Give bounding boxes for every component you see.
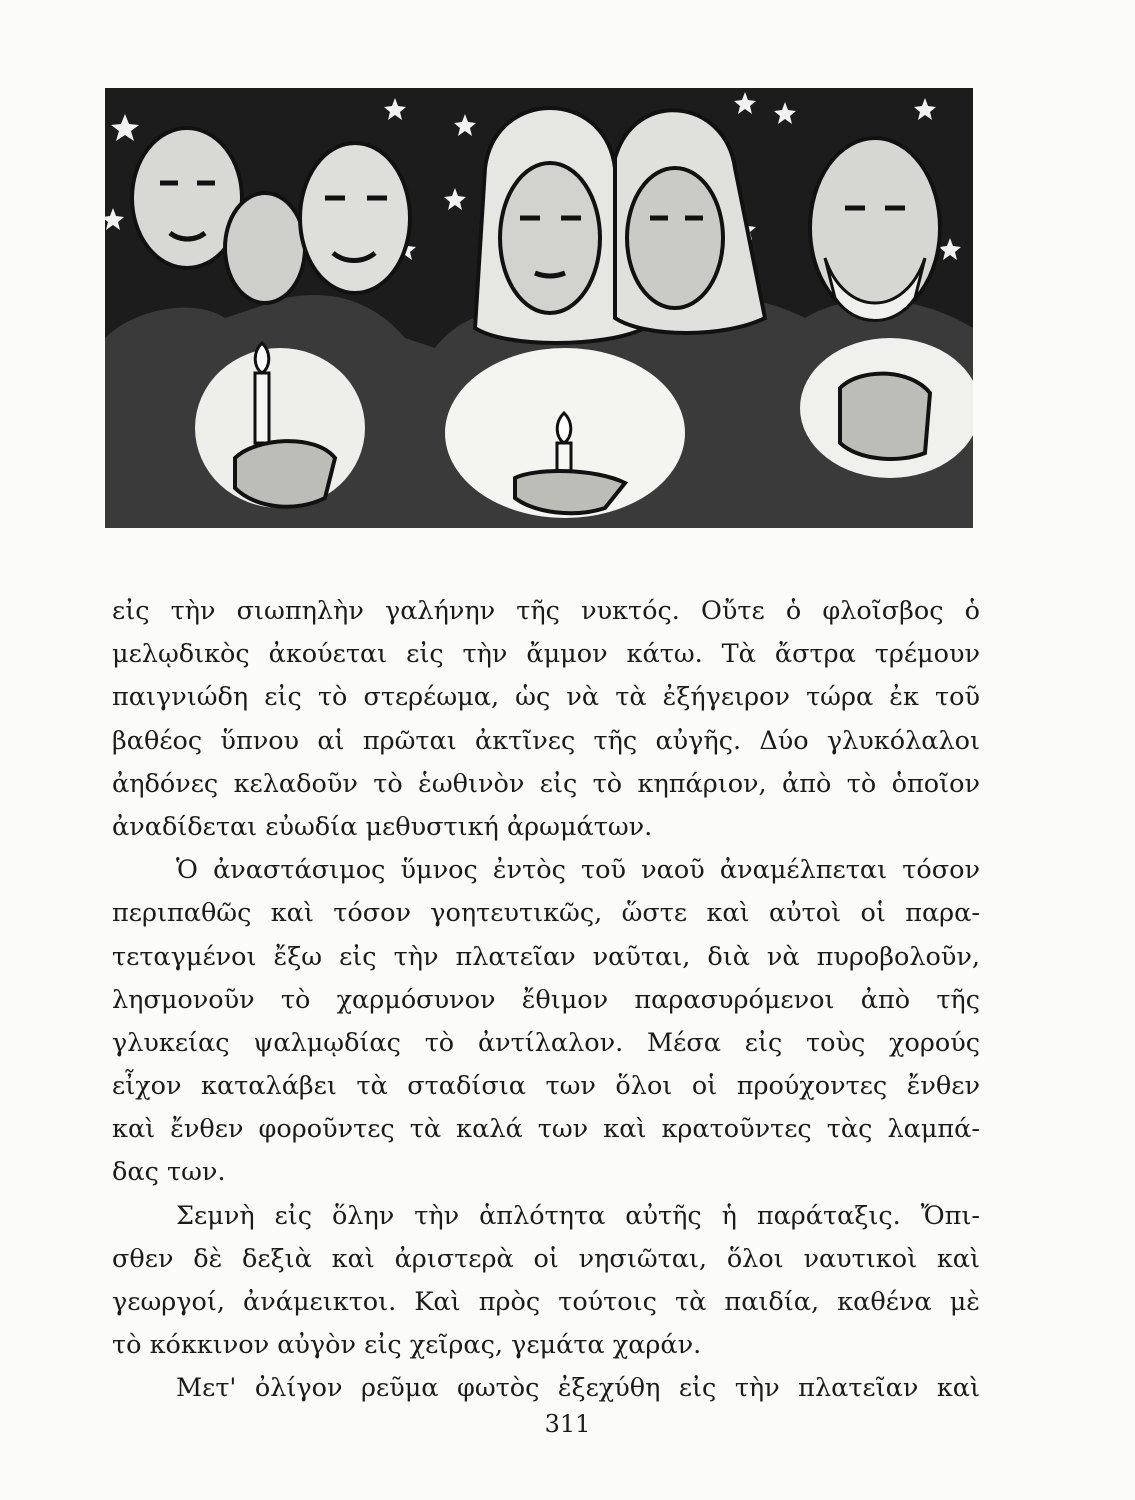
face-woman-right: [627, 168, 723, 308]
text-line: βαθέος ὕπνου αἱ πρῶται ἀκτῖνες τῆς αὐγῆς. Δύο γλυκόλαλοι: [112, 725, 980, 756]
woodcut-svg: [105, 88, 973, 528]
hand-left: [235, 441, 335, 507]
candle-left: [255, 373, 269, 443]
face-woman-left: [225, 193, 305, 303]
text-line: Μετ' ὀλίγον ρεῦμα φωτὸς ἐξεχύθη εἰς τὴν πλατεῖαν καὶ: [176, 1373, 980, 1404]
text-line: ἀηδόνες κελαδοῦν τὸ ἑωθινὸν εἰς τὸ κηπάριον, ἀπὸ τὸ ὁποῖον: [112, 768, 980, 799]
woodcut-illustration: [105, 88, 973, 528]
face-man-center: [300, 143, 410, 293]
text-line: σθεν δὲ δεξιὰ καὶ ἀριστερὰ οἱ νησιῶται, ὅλοι ναυτικοὶ καὶ: [112, 1243, 980, 1274]
text-line: λησμονοῦν τὸ χαρμόσυνον ἔθιμον παρασυρόμενοι ἀπὸ τῆς: [112, 984, 980, 1015]
body-text: [112, 590, 980, 1411]
text-line: ἀναδίδεται εὐωδία μεθυστική ἀρωμάτων.: [112, 811, 653, 842]
flame-center-icon: [557, 413, 571, 443]
text-line: δας των.: [112, 1157, 226, 1188]
text-line: Σεμνὴ εἰς ὅλην τὴν ἁπλότητα αὐτῆς ἡ παράταξις. Ὄπι-: [176, 1200, 980, 1231]
text-line: περιπαθῶς καὶ τόσον γοητευτικῶς, ὥστε καὶ αὐτοὶ οἱ παρα-: [112, 898, 980, 929]
text-line: καὶ ἔνθεν φοροῦντες τὰ καλά των καὶ κρατοῦντες τὰς λαμπά-: [112, 1114, 980, 1145]
text-line: εἶχον καταλάβει τὰ σταδίσια των ὅλοι οἱ προύχοντες ἔνθεν: [112, 1071, 980, 1102]
text-line: τὸ κόκκινον αὐγὸν εἰς χεῖρας, γεμάτα χαράν.: [112, 1330, 702, 1361]
face-woman-center: [500, 163, 600, 313]
text-line: Ὁ ἀναστάσιμος ὕμνος ἐντὸς τοῦ ναοῦ ἀναμέλπεται τόσον: [176, 855, 980, 886]
text-line: γλυκείας ψαλμῳδίας τὸ ἀντίλαλον. Μέσα εἰς τοὺς χορούς: [112, 1027, 980, 1058]
hand-right: [840, 374, 930, 459]
text-line: τεταγμένοι ἔξω εἰς τὴν πλατεῖαν ναῦται, διὰ νὰ πυροβολοῦν,: [112, 941, 980, 972]
page-number: 311: [544, 1410, 591, 1438]
text-line: παιγνιώδη εἰς τὸ στερέωμα, ὡς νὰ τὰ ἐξήγειρον τώρα ἐκ τοῦ: [112, 682, 980, 713]
text-line: εἰς τὴν σιωπηλὴν γαλήνην τῆς νυκτός. Οὔτε ὁ φλοῖσβος ὁ: [112, 596, 980, 626]
text-line: γεωργοί, ἀνάμεικτοι. Καὶ πρὸς τούτοις τὰ παιδία, καθένα μὲ: [112, 1287, 980, 1317]
text-line: μελῳδικὸς ἀκούεται εἰς τὴν ἄμμον κάτω. Τὰ ἄστρα τρέμουν: [112, 639, 980, 670]
flame-left-icon: [255, 343, 269, 373]
face-old-man: [810, 138, 940, 318]
